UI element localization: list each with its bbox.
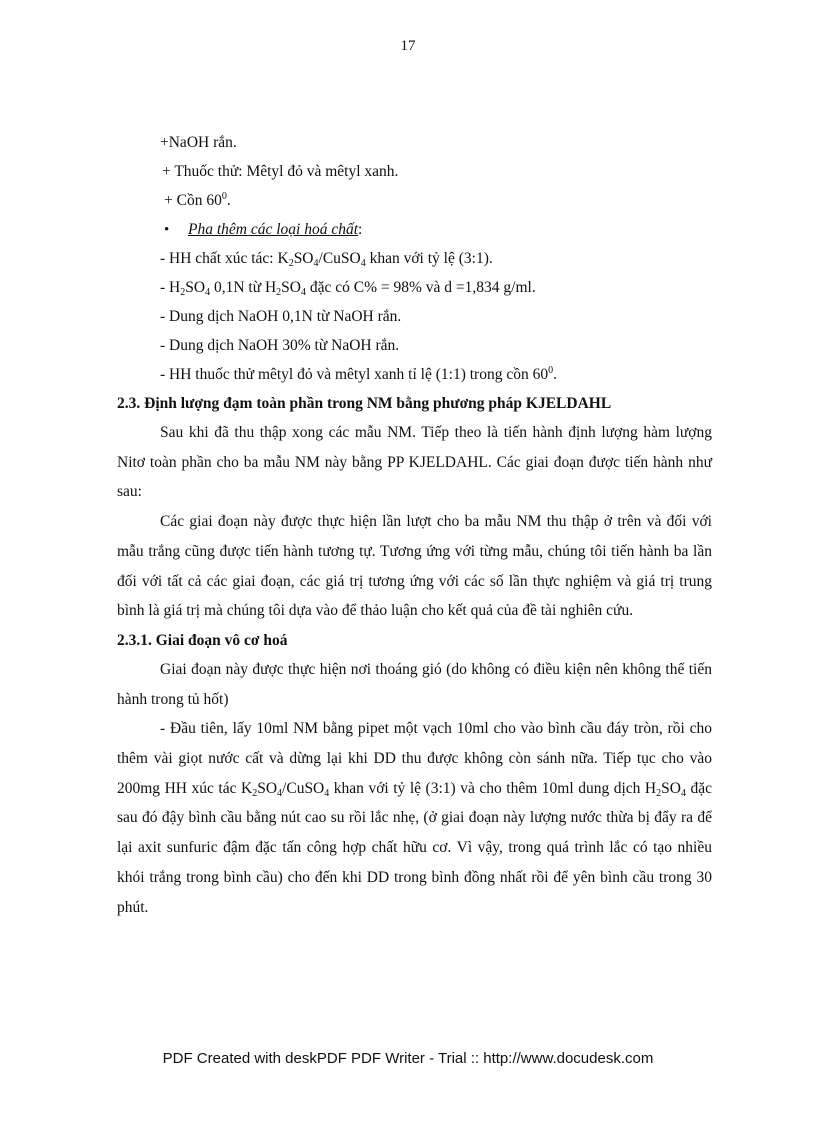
section-2-3-para-1: Sau khi đã thu thập xong các mẫu NM. Tiếp theo là tiến hành định lượng hàm lượng Nitơ toàn phần cho ba mẫu NM này bằng PP KJELDAHL. Các giai đoạn được tiến hành như sau:	[117, 424, 712, 501]
pdf-footer-watermark: PDF Created with deskPDF PDF Writer - Trial :: http://www.docudesk.com	[162, 1050, 654, 1067]
prep-naoh-30: - Dung dịch NaOH 30% từ NaOH rắn.	[160, 337, 400, 354]
prep-naoh-01: - Dung dịch NaOH 0,1N từ NaOH rắn.	[160, 308, 402, 325]
reagent-indicator: + Thuốc thử: Mêtyl đỏ và mêtyl xanh.	[162, 163, 399, 180]
section-2-3-1-heading: 2.3.1. Giai đoạn vô cơ hoá	[117, 631, 288, 649]
section-2-3-1-para-2: - Đầu tiên, lấy 10ml NM bằng pipet một vạch 10ml cho vào bình cầu đáy tròn, rồi cho thêm vài giọt nước cất và dừng lại khi DD thu được không còn sánh nữa. Tiếp tục cho vào 200mg HH xúc tác $K_2SO_4/CuSO_4$ khan với tỷ lệ (3:1) và cho thêm 10ml dung dịch $H_2SO_4$ đặc sau đó đậy bình cầu bằng nút cao su rồi lắc nhẹ, (ở giai đoạn này lượng nước thừa bị đẩy ra để lại axit sunfuric đậm đặc tấn công hợp chất hữu cơ. Vì vậy, trong quá trình lắc có tạo nhiều khói trắng trong bình cầu) cho đến khi DD trong bình đồng nhất rồi để yên bình cầu trong 30 phút.	[117, 720, 713, 916]
document-body	[117, 128, 713, 922]
section-2-3-1-para-1: Giai đoạn này được thực hiện nơi thoáng gió (do không có điều kiện nên không thể tiến hành trong tủ hốt)	[117, 660, 712, 708]
section-2-3-1-body	[117, 655, 712, 922]
bullet-icon: •	[164, 222, 170, 238]
prep-title: Pha thêm các loại hoá chất	[188, 221, 359, 238]
reagent-naoh: +NaOH rắn.	[160, 134, 237, 151]
section-2-3-para-2: Các giai đoạn này được thực hiện lần lượt cho ba mẫu NM thu thập ở trên và đối với mẫu trắng cũng được tiến hành tương tự. Tương ứng với từng mẫu, chúng tôi tiến hành ba lần đối với tất cả các giai đoạn, các giá trị tương ứng với các số lần thực nghiệm và giá trị trung bình là giá trị mà chúng tôi dựa vào để thảo luận cho kết quả của đề tài nghiên cứu.	[117, 513, 712, 620]
prep-acid: - $H_2SO_4$ 0,1N từ $H_2SO_4$ đặc có C% = 98% và d =1,834 g/ml.	[160, 279, 536, 298]
reagent-alcohol: + Cồn $60^0$.	[164, 191, 231, 209]
page-number: 17	[400, 38, 416, 54]
prep-catalyst: - HH chất xúc tác: $K_2SO_4/CuSO_4$ khan với tỷ lệ (3:1).	[160, 250, 493, 269]
prep-title-line: • Pha thêm các loại hoá chất:	[160, 215, 712, 244]
prep-indicator-mix: - HH thuốc thử mêtyl đỏ và mêtyl xanh tỉ lệ (1:1) trong cồn $60^0$.	[160, 365, 557, 383]
section-2-3-heading: 2.3. Định lượng đạm toàn phần trong NM bằng phương pháp KJELDAHL	[117, 395, 612, 412]
section-2-3-body	[117, 418, 712, 626]
